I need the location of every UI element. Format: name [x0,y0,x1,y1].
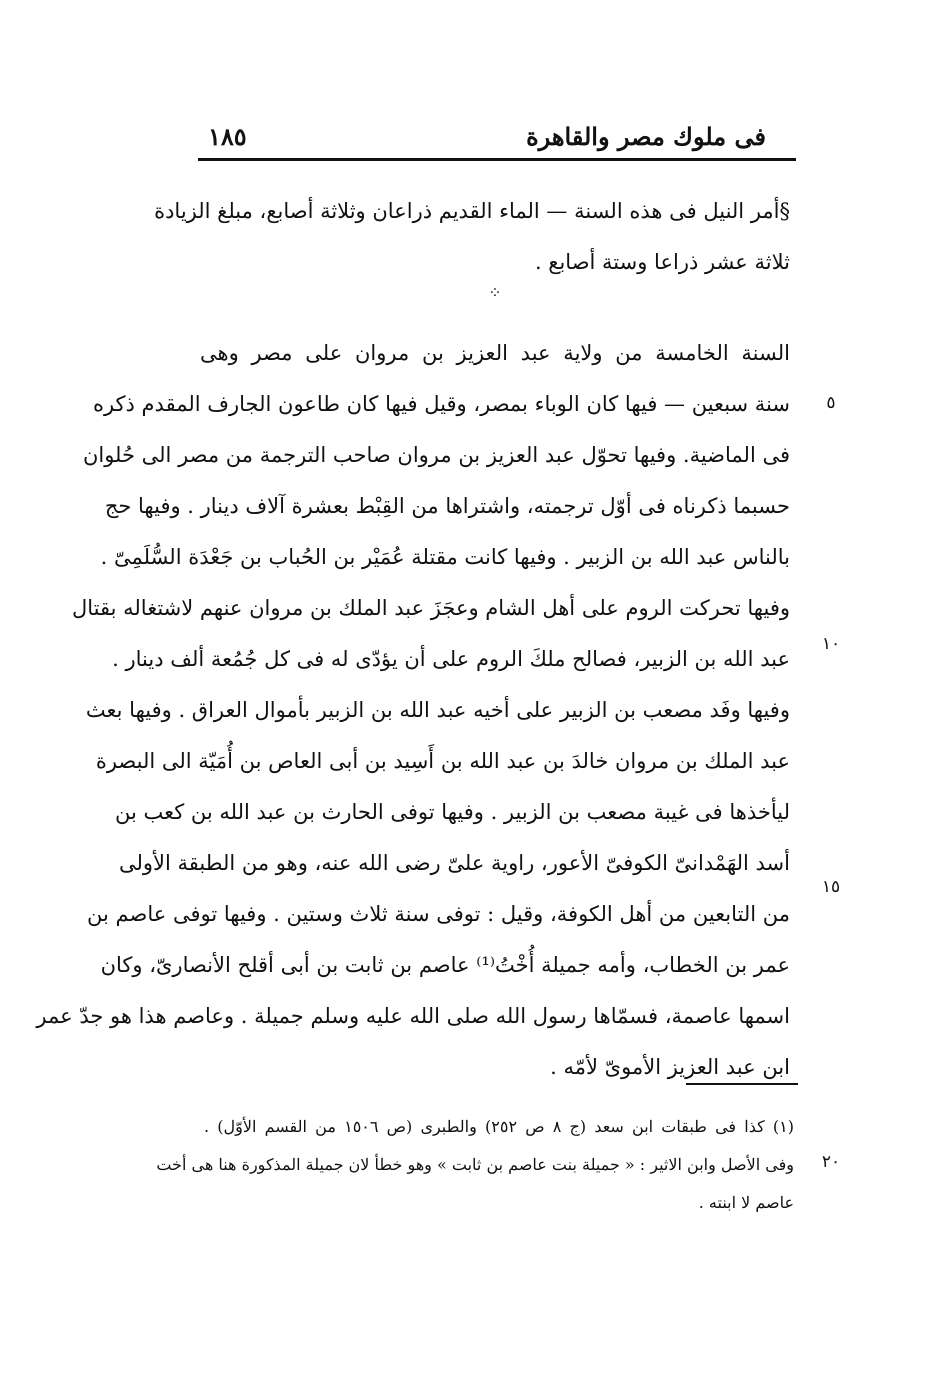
main-paragraph [36,328,790,1093]
nile-paragraph [154,186,790,288]
footnote-line: عاصم لا ابنته . [698,1193,794,1212]
text-line: ليأخذها فى غيبة مصعب بن الزبير . وفيها توفى الحارث بن عبد الله بن كعب بن [114,800,790,824]
header-rule [198,158,796,161]
line-number: ١٠ [821,634,841,654]
line-number: ٥ [826,393,836,413]
text-line: السنة الخامسة من ولاية عبد العزيز بن مروان على مصر وهى [200,341,790,365]
text-line: §أمر النيل فى هذه السنة — الماء القديم ذراعان وثلاثة أصابع، مبلغ الزيادة [154,199,790,223]
running-title: فى ملوك مصر والقاهرة [526,122,766,151]
text-line: عمر بن الخطاب، وأمه جميلة أُخْتُ⁽¹⁾ عاصم بن ثابت بن أبى أقلح الأنصارىّ، وكان [100,953,790,977]
line-number: ١٥ [821,877,841,897]
text-line: بالناس عبد الله بن الزبير . وفيها كانت مقتلة عُمَيْر بن الحُباب بن جَعْدَة السُّلَمِىّ . [100,545,790,569]
text-line: عبد الملك بن مروان خالدَ بن عبد الله بن أَسِيد بن أبى العاص بن أُمَيّة الى البصرة [95,749,790,773]
footnote-line: (١) كذا فى طبقات ابن سعد (ج ٨ ص ٢٥٢) والطبرى (ص ١٥٠٦ من القسم الأوّل) . [204,1117,795,1136]
text-line: حسبما ذكرناه فى أوّل ترجمته، واشتراها من القِبْط بعشرة آلاف دينار . وفيها حج [104,494,790,518]
text-line: ثلاثة عشر ذراعا وستة أصابع . [534,250,790,274]
text-line: من التابعين من أهل الكوفة، وقيل : توفى سنة ثلاث وستين . وفيها توفى عاصم بن [87,902,790,926]
section-ornament: ⁘ [488,283,502,302]
text-line: عبد الله بن الزبير، فصالح ملكَ الروم على أن يؤدّى له فى كل جُمُعة ألف دينار . [112,647,790,671]
page-number: ١٨٥ [208,122,247,151]
line-number: ٢٠ [821,1152,841,1172]
footnote-rule [686,1083,798,1085]
text-line: أسد الهَمْدانىّ الكوفىّ الأعور، راوية علىّ رضى الله عنه، وهو من الطبقة الأولى [118,851,790,875]
page-header [200,118,796,158]
text-line: ابن عبد العزيز الأموىّ لأمّه . [550,1055,790,1079]
footnotes [156,1108,795,1222]
text-line: اسمها عاصمة، فسمّاها رسول الله صلى الله عليه وسلم جميلة . وعاصم هذا هو جدّ عمر [36,1004,790,1028]
text-line: وفيها وفَد مصعب بن الزبير على أخيه عبد الله بن الزبير بأموال العراق . وفيها بعث [85,698,790,722]
text-line: وفيها تحركت الروم على أهل الشام وعجَزَ عبد الملك بن مروان عنهم لاشتغاله بقتال [72,596,790,620]
footnote-line: وفى الأصل وابن الاثير : « جميلة بنت عاصم بن ثابت » وهو خطأ لان جميلة المذكورة هنا هى أخت [156,1155,794,1174]
text-line: سنة سبعين — فيها كان الوباء بمصر، وقيل فيها كان طاعون الجارف المقدم ذكره [92,392,790,416]
text-line: فى الماضية. وفيها تحوّل عبد العزيز بن مروان صاحب الترجمة من مصر الى حُلوان [82,443,790,467]
